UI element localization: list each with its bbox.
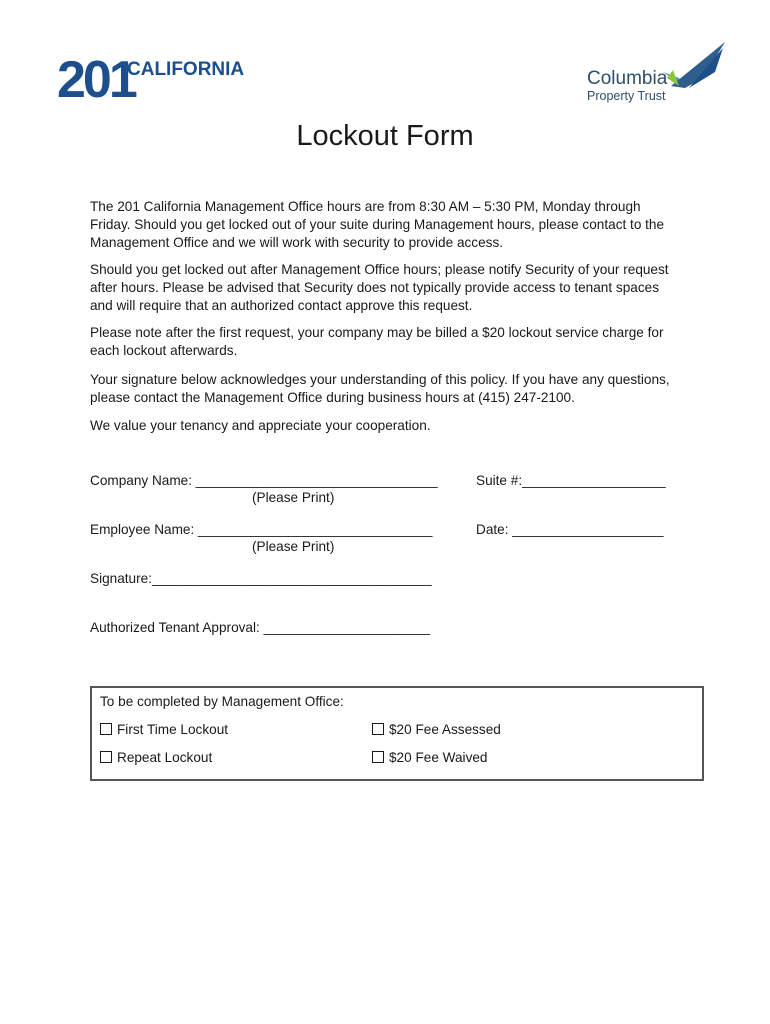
columbia-mark-icon <box>663 42 725 90</box>
employee-name-field[interactable]: Employee Name: _______________________________ <box>90 522 433 537</box>
tenant-approval-field[interactable]: Authorized Tenant Approval: ______________________ <box>90 620 430 635</box>
checkbox[interactable] <box>100 751 112 763</box>
page-title: Lockout Form <box>296 120 474 152</box>
option-fee-waived[interactable] <box>372 749 487 767</box>
logo-columbia-property-trust <box>585 42 727 106</box>
option-first-time-lockout[interactable] <box>100 721 228 739</box>
company-name-hint: (Please Print) <box>252 490 335 505</box>
paragraph-fee: Please note after the first request, your company may be billed a $20 lockout service charge for each lockout afterwards. <box>90 325 664 358</box>
checkbox[interactable] <box>100 723 112 735</box>
office-box-heading: To be completed by Management Office: <box>100 694 344 709</box>
option-label: $20 Fee Waived <box>389 750 488 765</box>
logo-word: CALIFORNIA <box>127 59 245 80</box>
option-label: First Time Lockout <box>117 722 229 737</box>
employee-name-hint: (Please Print) <box>252 539 335 554</box>
paragraph-thanks: We value your tenancy and appreciate your cooperation. <box>90 418 431 433</box>
company-name-field[interactable]: Company Name: ________________________________ <box>90 473 438 488</box>
checkbox[interactable] <box>372 723 384 735</box>
paragraph-office-hours: The 201 California Management Office hours are from 8:30 AM – 5:30 PM, Monday through Friday. Should you get locked out of your suite during Management hours, please contact to the Management Office and we will work with security to provide access. <box>90 199 665 250</box>
suite-field[interactable]: Suite #:___________________ <box>476 473 666 488</box>
date-field[interactable]: Date: ____________________ <box>476 522 664 537</box>
option-fee-assessed[interactable] <box>372 721 501 739</box>
signature-field[interactable]: Signature:_____________________________________ <box>90 571 432 586</box>
option-label: $20 Fee Assessed <box>389 722 501 737</box>
option-label: Repeat Lockout <box>117 750 213 765</box>
checkbox[interactable] <box>372 751 384 763</box>
logo-number: 201 <box>57 51 135 109</box>
paragraph-signature-policy: Your signature below acknowledges your understanding of this policy. If you have any questions, please contact the Management Office during business hours at (415) 247-2100. <box>90 372 670 405</box>
logo-columbia-subtitle: Property Trust <box>587 89 666 103</box>
option-repeat-lockout[interactable] <box>100 749 212 767</box>
paragraph-after-hours: Should you get locked out after Management Office hours; please notify Security of your request after hours. Please be advised that Security does not typically provide access to tenant spaces and will require that an authorized contact approve this request. <box>90 262 669 313</box>
logo-columbia-name: Columbia <box>587 68 668 89</box>
